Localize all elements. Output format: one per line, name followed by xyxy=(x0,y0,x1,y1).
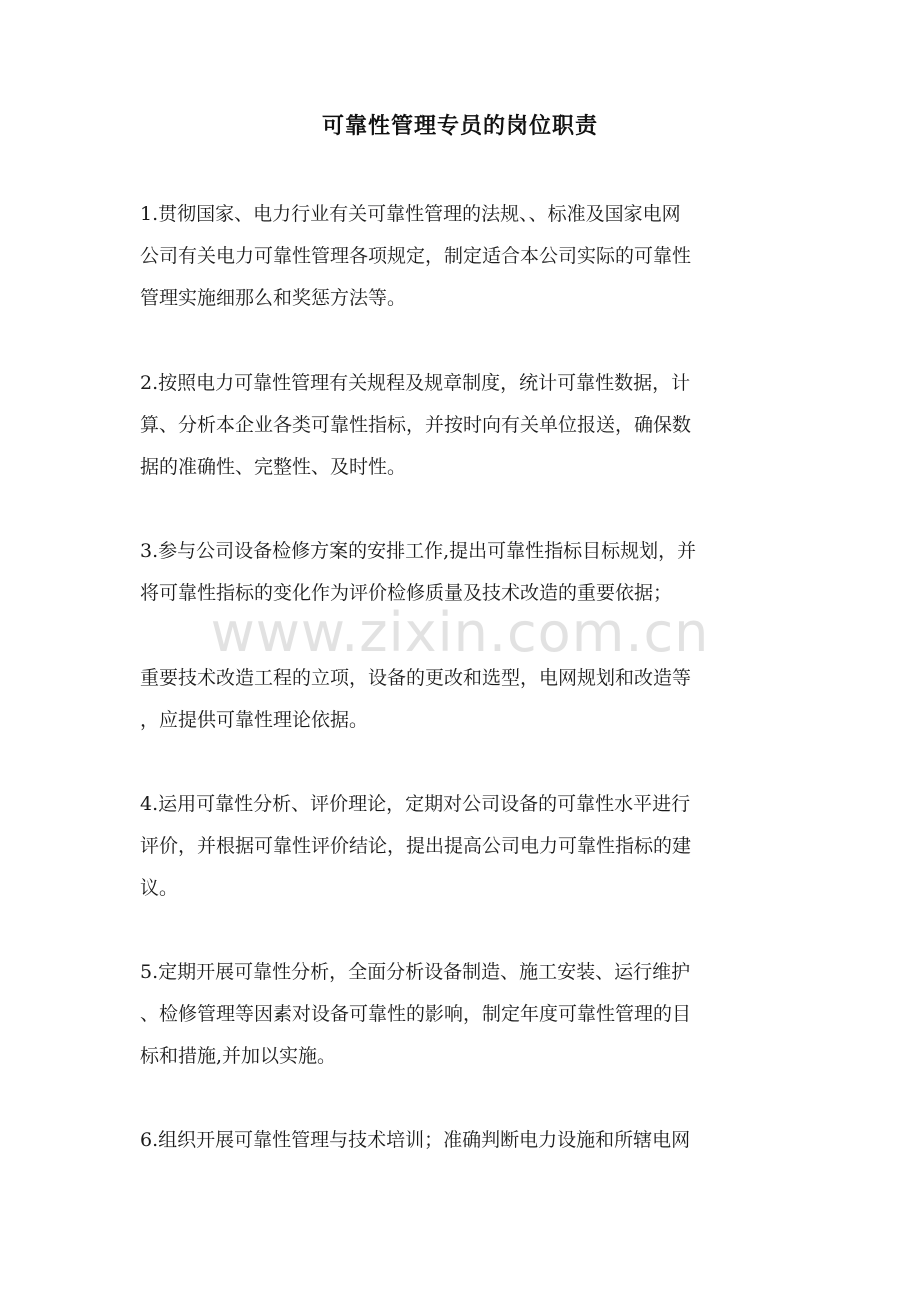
paragraph-line: ，应提供可靠性理论依据。 xyxy=(140,709,369,731)
paragraph-line: 重要技术改造工程的立项，设备的更改和选型，电网规划和改造等 xyxy=(140,667,692,689)
watermark-text: www.zixin.com.cn xyxy=(210,601,710,664)
paragraph-6 xyxy=(140,1119,780,1161)
paragraph-line: 6.组织开展可靠性管理与技术培训；准确判断电力设施和所辖电网 xyxy=(140,1129,691,1151)
paragraph-line: 2.按照电力可靠性管理有关规程及规章制度，统计可靠性数据，计 xyxy=(140,372,691,394)
paragraph-3-continued xyxy=(140,657,780,741)
paragraph-line: 4.运用可靠性分析、评价理论，定期对公司设备的可靠性水平进行 xyxy=(140,793,691,815)
paragraph-2 xyxy=(140,362,780,488)
paragraph-4 xyxy=(140,783,780,909)
paragraph-line: 议。 xyxy=(140,877,179,899)
paragraph-line: 算、分析本企业各类可靠性指标，并按时向有关单位报送，确保数 xyxy=(140,414,692,436)
paragraph-line: 将可靠性指标的变化作为评价检修质量及技术改造的重要依据； xyxy=(140,582,673,604)
paragraph-line: 公司有关电力可靠性管理各项规定，制定适合本公司实际的可靠性 xyxy=(140,245,692,267)
paragraph-line: 5.定期开展可靠性分析，全面分析设备制造、施工安装、运行维护 xyxy=(140,961,691,983)
document-title: 可靠性管理专员的岗位职责 xyxy=(321,114,598,139)
paragraph-line: 1.贯彻国家、电力行业有关可靠性管理的法规、、标准及国家电网 xyxy=(140,203,681,225)
paragraph-line: 3.参与公司设备检修方案的安排工作,提出可靠性指标目标规划，并 xyxy=(140,540,697,562)
paragraph-line: 据的准确性、完整性、及时性。 xyxy=(140,456,407,478)
paragraph-5 xyxy=(140,951,780,1077)
paragraph-line: 评价，并根据可靠性评价结论，提出提高公司电力可靠性指标的建 xyxy=(140,835,692,857)
paragraph-line: 管理实施细那么和奖惩方法等。 xyxy=(140,287,407,309)
paragraph-3 xyxy=(140,530,780,614)
paragraph-1 xyxy=(140,193,780,319)
paragraph-line: 、检修管理等因素对设备可靠性的影响，制定年度可靠性管理的目 xyxy=(140,1003,692,1025)
paragraph-line: 标和措施,并加以实施。 xyxy=(140,1045,337,1067)
